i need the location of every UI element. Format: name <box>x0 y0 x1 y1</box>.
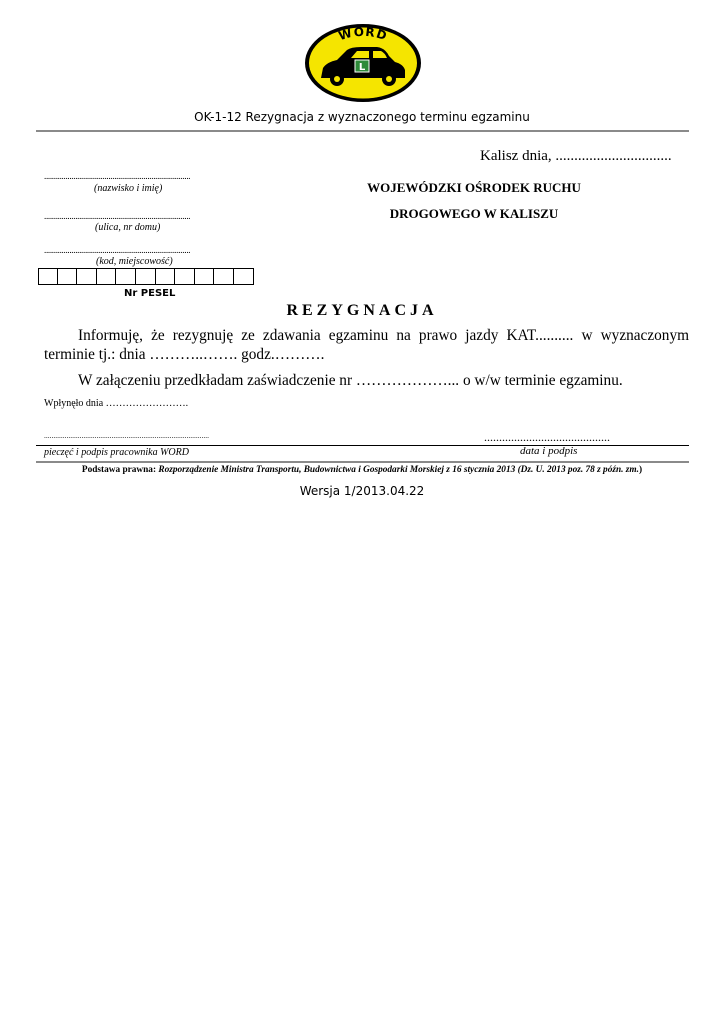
pesel-digit-box[interactable] <box>38 268 58 285</box>
pesel-digit-box[interactable] <box>116 268 136 285</box>
signature-divider <box>36 445 689 446</box>
legal-basis-label: Podstawa prawna: <box>81 465 157 475</box>
certificate-statement: W załączeniu przedkładam zaświadczenie nr ………………... o w/w terminie egzaminu. <box>78 372 623 389</box>
pesel-digit-box[interactable] <box>195 268 215 285</box>
name-caption: (nazwisko i imię) <box>94 183 163 194</box>
legal-basis <box>0 465 724 475</box>
employee-signature-caption: pieczęć i podpis pracownika WORD <box>44 447 189 458</box>
document-title: REZYGNACJA <box>286 302 438 319</box>
svg-text:Kalisz: Kalisz <box>346 87 380 98</box>
legal-basis-text: Rozporządzenie Ministra Transportu, Budownictwa i Gospodarki Morskiej z 16 stycznia 2013 (Dz. U. 2013 poz. 78 z późn. zm. <box>158 465 639 475</box>
top-divider <box>36 130 689 132</box>
name-field[interactable]: ........................................................................... <box>44 171 191 181</box>
word-kalisz-logo <box>303 22 423 104</box>
legal-basis-close: ) <box>638 465 643 475</box>
street-field[interactable]: ........................................................................... <box>44 211 191 221</box>
pesel-digit-box[interactable] <box>214 268 234 285</box>
applicant-signature-field[interactable]: .......................................... <box>484 430 610 444</box>
city-caption: (kod, miejscowość) <box>96 256 173 267</box>
addressee-line-1: WOJEWÓDZKI OŚRODEK RUCHU <box>367 180 581 195</box>
pesel-digit-box[interactable] <box>175 268 195 285</box>
received-date-field[interactable]: Wpłynęło dnia ……………………. <box>44 398 189 409</box>
pesel-digit-box[interactable] <box>58 268 78 285</box>
applicant-signature-caption: data i podpis <box>520 445 578 457</box>
pesel-digit-box[interactable] <box>136 268 156 285</box>
city-field[interactable]: ........................................................................... <box>44 245 191 255</box>
city-date-field[interactable]: Kalisz dnia, ............................... <box>480 148 672 164</box>
bottom-divider <box>36 461 689 463</box>
pesel-label: Nr PESEL <box>124 288 176 299</box>
pesel-boxes[interactable] <box>38 268 254 285</box>
addressee-line-2: DROGOWEGO W KALISZU <box>389 206 559 221</box>
svg-text:L: L <box>358 62 366 73</box>
resignation-statement: Informuję, że rezygnuję ze zdawania egzaminu na prawo jazdy KAT.......... w wyznaczonym terminie tj.: dnia ………..……. godz.………. <box>44 327 689 363</box>
pesel-digit-box[interactable] <box>97 268 117 285</box>
form-code: OK-1-12 Rezygnacja z wyznaczonego terminu egzaminu <box>194 110 530 124</box>
svg-text:WORD: WORD <box>336 24 390 44</box>
street-caption: (ulica, nr domu) <box>95 222 161 233</box>
pesel-digit-box[interactable] <box>234 268 254 285</box>
employee-signature-field[interactable]: ........................................................................................ <box>44 431 209 440</box>
pesel-digit-box[interactable] <box>77 268 97 285</box>
pesel-digit-box[interactable] <box>156 268 176 285</box>
version-label: Wersja 1/2013.04.22 <box>299 484 425 498</box>
